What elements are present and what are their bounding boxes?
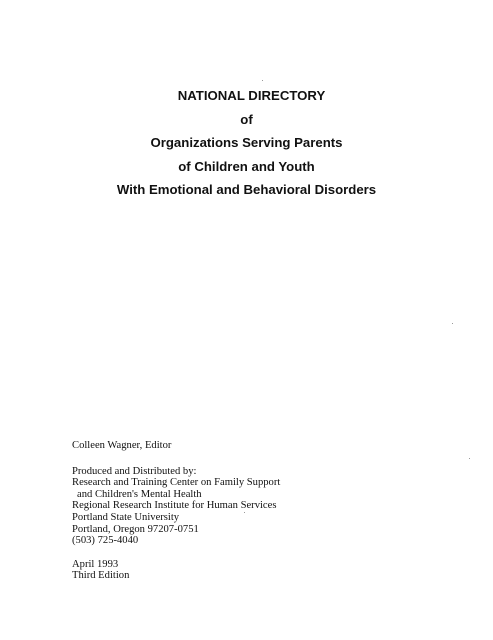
distribution-line: Regional Research Institute for Human Services [72, 500, 277, 512]
credits-block [72, 440, 280, 582]
scan-speck [262, 80, 263, 81]
distribution-line: Portland State University [72, 511, 180, 523]
scan-speck [244, 512, 245, 513]
distribution-line: Research and Training Center on Family Support [72, 477, 281, 489]
title-block [0, 88, 493, 206]
distribution-line: Portland, Oregon 97207-0751 [72, 523, 199, 535]
scan-speck [469, 458, 470, 459]
distribution-line: and Children's Mental Health [77, 488, 202, 500]
distribution-heading: Produced and Distributed by: [72, 465, 197, 477]
scan-speck [452, 323, 453, 324]
title-line-children: of Children and Youth [178, 158, 315, 174]
editor-credit: Colleen Wagner, Editor [72, 440, 172, 451]
title-line-organizations: Organizations Serving Parents [150, 135, 343, 150]
title-line-directory: NATIONAL DIRECTORY [177, 88, 326, 103]
title-line-of: of [240, 111, 253, 127]
edition-date: April 1993 [72, 558, 119, 570]
distribution-line: (503) 725-4040 [72, 535, 139, 547]
title-line-disorders: With Emotional and Behavioral Disorders [116, 182, 377, 197]
edition-label: Third Edition [72, 570, 130, 582]
